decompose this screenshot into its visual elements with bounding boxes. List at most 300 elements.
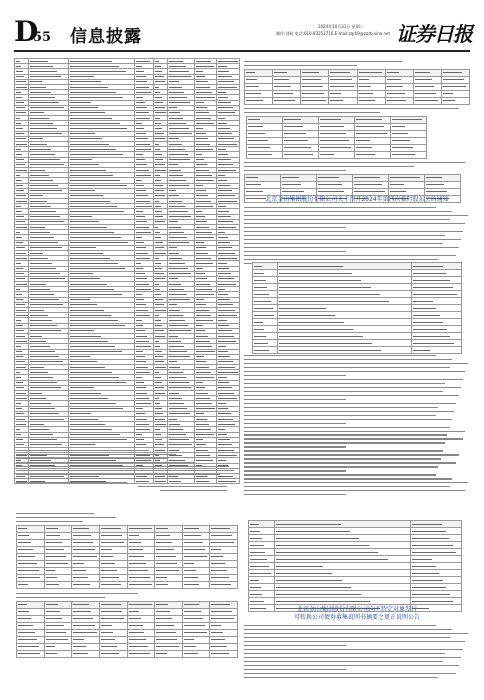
table-cell — [278, 305, 412, 312]
table-cell — [17, 581, 45, 588]
illegible-text — [330, 86, 354, 87]
illegible-text — [129, 653, 151, 654]
table-cell — [278, 270, 412, 277]
illegible-text — [30, 268, 56, 269]
illegible-text — [155, 170, 167, 171]
illegible-text — [169, 87, 182, 88]
illegible-text — [196, 76, 206, 77]
illegible-text — [169, 71, 189, 72]
right-top-table — [244, 69, 470, 105]
illegible-text-line — [244, 470, 346, 471]
table-row — [17, 567, 238, 574]
illegible-text — [276, 573, 333, 574]
illegible-text — [70, 361, 97, 362]
table-cell — [44, 636, 72, 643]
illegible-text — [254, 322, 263, 323]
illegible-text — [196, 138, 208, 139]
table-cell — [127, 546, 155, 553]
illegible-text — [155, 330, 164, 331]
illegible-text — [30, 232, 50, 233]
illegible-text — [30, 154, 55, 155]
illegible-text — [30, 424, 44, 425]
table-cell — [127, 629, 155, 636]
illegible-text-line — [244, 259, 438, 260]
table-cell — [44, 553, 72, 560]
illegible-text — [302, 79, 320, 80]
illegible-text — [70, 356, 90, 357]
illegible-text-line — [244, 637, 450, 638]
illegible-text — [73, 556, 97, 557]
illegible-text — [129, 618, 141, 619]
table-cell — [155, 636, 183, 643]
illegible-text — [156, 611, 170, 612]
illegible-text — [320, 140, 349, 141]
illegible-text — [196, 144, 211, 145]
table-cell — [274, 584, 410, 591]
table-cell — [182, 643, 210, 650]
illegible-text — [30, 346, 50, 347]
table-cell — [316, 174, 352, 181]
table-cell — [301, 97, 329, 104]
illegible-text — [196, 294, 215, 295]
illegible-text — [136, 211, 143, 212]
table-cell — [352, 181, 388, 188]
illegible-text — [70, 330, 93, 331]
illegible-text — [30, 216, 60, 217]
illegible-text — [46, 563, 68, 564]
table-row — [249, 549, 462, 556]
table-cell — [182, 608, 210, 615]
table-cell — [210, 615, 238, 622]
illegible-text — [196, 424, 209, 425]
illegible-text — [184, 556, 207, 557]
illegible-text — [279, 287, 371, 288]
illegible-text — [196, 439, 204, 440]
illegible-text — [218, 154, 228, 155]
illegible-text — [136, 434, 142, 435]
illegible-text — [196, 377, 214, 378]
illegible-text — [196, 387, 206, 388]
illegible-text — [412, 587, 447, 588]
illegible-text — [46, 535, 61, 536]
illegible-text — [184, 632, 207, 633]
illegible-text — [169, 387, 192, 388]
illegible-text — [155, 185, 163, 186]
illegible-text — [218, 164, 233, 165]
illegible-text — [136, 361, 146, 362]
illegible-text — [16, 273, 24, 274]
illegible-text — [70, 87, 108, 88]
illegible-text — [16, 424, 26, 425]
table-row — [17, 643, 238, 650]
illegible-text — [70, 382, 126, 383]
illegible-text — [211, 549, 221, 550]
illegible-text — [196, 206, 213, 207]
table-cell — [99, 560, 127, 567]
table-cell — [44, 601, 72, 608]
illegible-text — [196, 429, 212, 430]
illegible-text — [412, 594, 450, 595]
illegible-text — [16, 221, 25, 222]
table-cell — [247, 116, 283, 123]
illegible-text — [211, 632, 223, 633]
illegible-text — [196, 112, 209, 113]
illegible-text — [155, 221, 165, 222]
illegible-text — [16, 76, 24, 77]
illegible-text — [246, 72, 255, 73]
illegible-text — [70, 372, 112, 373]
illegible-text — [155, 71, 163, 72]
table-cell — [245, 188, 281, 195]
illegible-text-line — [244, 657, 461, 658]
illegible-text — [218, 273, 231, 274]
illegible-text — [70, 247, 96, 248]
illegible-text — [302, 72, 319, 73]
illegible-text — [196, 149, 213, 150]
illegible-text — [16, 232, 20, 233]
table-cell — [249, 535, 275, 542]
illegible-text — [155, 336, 166, 337]
illegible-text — [155, 164, 165, 165]
illegible-text — [136, 304, 146, 305]
illegible-text — [136, 138, 147, 139]
illegible-text — [392, 140, 411, 141]
illegible-text — [169, 429, 184, 430]
illegible-text — [184, 549, 205, 550]
left-notes — [16, 447, 238, 494]
illegible-text — [136, 185, 144, 186]
illegible-text — [101, 639, 115, 640]
illegible-text — [354, 191, 385, 192]
table-row — [249, 577, 462, 584]
table-cell — [278, 298, 412, 305]
table-cell — [354, 144, 390, 151]
illegible-text — [70, 336, 101, 337]
table-cell — [72, 629, 100, 636]
illegible-text-line — [244, 442, 445, 443]
illegible-text — [276, 545, 369, 546]
illegible-text — [18, 528, 27, 529]
illegible-text — [184, 584, 200, 585]
table-cell — [99, 601, 127, 608]
table-cell — [182, 525, 210, 532]
illegible-text — [155, 320, 161, 321]
illegible-text — [218, 107, 233, 108]
illegible-text — [16, 206, 21, 207]
table-row — [253, 340, 462, 347]
illegible-text — [129, 528, 152, 529]
illegible-text — [390, 177, 420, 178]
illegible-text — [30, 195, 43, 196]
illegible-text — [155, 408, 162, 409]
table-cell — [210, 567, 238, 574]
illegible-text — [155, 66, 161, 67]
illegible-text-line — [244, 641, 465, 642]
illegible-text — [413, 343, 454, 344]
illegible-text — [136, 170, 148, 171]
table-cell — [72, 553, 100, 560]
illegible-text — [46, 584, 59, 585]
illegible-text — [196, 190, 206, 191]
illegible-text — [169, 356, 190, 357]
table-cell — [357, 69, 385, 76]
illegible-text — [254, 301, 271, 302]
illegible-text — [30, 123, 53, 124]
illegible-text — [218, 195, 234, 196]
illegible-text — [16, 351, 22, 352]
illegible-text — [169, 175, 184, 176]
illegible-text — [70, 154, 123, 155]
illegible-text — [16, 367, 26, 368]
illegible-text — [16, 336, 25, 337]
table-row — [249, 591, 462, 598]
illegible-text — [155, 377, 161, 378]
illegible-text — [30, 190, 62, 191]
illegible-text — [30, 206, 51, 207]
illegible-text — [169, 170, 181, 171]
illegible-text — [136, 330, 145, 331]
table-cell — [413, 76, 441, 83]
illegible-text — [279, 343, 372, 344]
table-cell — [282, 137, 318, 144]
table-cell — [99, 615, 127, 622]
table-cell — [411, 263, 461, 270]
illegible-text — [276, 524, 341, 525]
table-cell — [249, 591, 275, 598]
illegible-text — [196, 227, 210, 228]
table-row — [249, 598, 462, 605]
illegible-text — [73, 646, 86, 647]
illegible-text — [136, 413, 144, 414]
illegible-text — [136, 195, 148, 196]
table-row — [249, 563, 462, 570]
illegible-text-line — [244, 633, 468, 634]
illegible-text — [218, 419, 233, 420]
table-row — [249, 535, 462, 542]
table-cell — [278, 319, 412, 326]
table-row — [247, 130, 427, 137]
illegible-text — [218, 144, 236, 145]
illegible-text — [169, 81, 179, 82]
illegible-text — [46, 542, 63, 543]
illegible-text — [155, 356, 163, 357]
table-cell — [17, 574, 45, 581]
illegible-text — [16, 190, 24, 191]
illegible-text — [169, 310, 180, 311]
illegible-text — [155, 175, 160, 176]
illegible-text — [136, 201, 150, 202]
illegible-text — [16, 341, 27, 342]
table-row — [245, 181, 461, 188]
table-cell — [390, 123, 426, 130]
illegible-text — [16, 185, 23, 186]
table-cell — [210, 581, 238, 588]
illegible-text — [155, 419, 165, 420]
illegible-text — [250, 538, 262, 539]
table-cell — [44, 574, 72, 581]
illegible-text — [30, 253, 43, 254]
illegible-text — [196, 304, 207, 305]
illegible-text — [18, 535, 29, 536]
illegible-text — [387, 93, 405, 94]
table-cell — [249, 549, 275, 556]
illegible-text — [136, 289, 151, 290]
illegible-text — [30, 273, 60, 274]
illegible-text-line — [244, 227, 346, 228]
illegible-text — [196, 81, 208, 82]
table-cell — [99, 622, 127, 629]
table-cell — [99, 636, 127, 643]
illegible-text — [320, 147, 351, 148]
illegible-text — [196, 107, 207, 108]
illegible-text — [73, 542, 93, 543]
illegible-text — [392, 133, 408, 134]
illegible-text — [250, 524, 259, 525]
illegible-text — [18, 542, 31, 543]
illegible-text — [218, 424, 235, 425]
illegible-text — [412, 573, 440, 574]
table-cell — [17, 615, 45, 622]
illegible-text-line — [244, 391, 443, 392]
illegible-text — [184, 535, 201, 536]
illegible-text — [169, 304, 177, 305]
illegible-text — [218, 361, 233, 362]
illegible-text — [16, 439, 23, 440]
illegible-text — [155, 372, 160, 373]
illegible-text — [169, 361, 178, 362]
table-cell — [44, 650, 72, 657]
illegible-text — [70, 444, 95, 445]
illegible-text — [16, 242, 23, 243]
illegible-text — [16, 434, 21, 435]
illegible-text — [101, 549, 112, 550]
table-cell — [253, 312, 278, 319]
illegible-text — [129, 646, 149, 647]
table-cell — [210, 622, 238, 629]
illegible-text — [169, 263, 186, 264]
table-cell — [301, 83, 329, 90]
illegible-text — [136, 253, 148, 254]
table-cell — [99, 553, 127, 560]
illegible-text — [218, 123, 227, 124]
illegible-text — [136, 128, 144, 129]
illegible-text — [196, 310, 209, 311]
illegible-text — [246, 191, 263, 192]
illegible-text — [73, 535, 91, 536]
illegible-text — [30, 138, 43, 139]
illegible-text — [101, 577, 119, 578]
table-cell — [17, 560, 45, 567]
illegible-text — [413, 301, 433, 302]
illegible-text — [254, 350, 269, 351]
illegible-text — [70, 237, 121, 238]
illegible-text — [136, 107, 146, 108]
table-cell — [72, 643, 100, 650]
illegible-text — [354, 177, 380, 178]
illegible-text — [218, 118, 225, 119]
illegible-text — [218, 304, 232, 305]
table-cell — [182, 532, 210, 539]
illegible-text — [320, 133, 346, 134]
illegible-text-line — [244, 355, 436, 356]
illegible-text — [218, 263, 226, 264]
illegible-text — [218, 175, 225, 176]
illegible-text — [46, 556, 66, 557]
table-cell — [441, 76, 469, 83]
illegible-text — [211, 625, 221, 626]
table-cell — [72, 546, 100, 553]
illegible-text — [413, 322, 443, 323]
illegible-text — [218, 138, 234, 139]
table-cell — [99, 546, 127, 553]
table-cell — [155, 622, 183, 629]
illegible-text — [70, 232, 114, 233]
table-cell — [155, 567, 183, 574]
illegible-text — [196, 336, 208, 337]
illegible-text — [356, 119, 382, 120]
table-cell — [278, 284, 412, 291]
illegible-text — [155, 201, 160, 202]
illegible-text — [169, 382, 189, 383]
table-cell — [210, 601, 238, 608]
illegible-text — [169, 444, 192, 445]
illegible-text — [30, 112, 44, 113]
illegible-text — [70, 180, 120, 181]
table-cell — [44, 615, 72, 622]
table-cell — [253, 270, 278, 277]
illegible-text — [356, 140, 370, 141]
illegible-text — [218, 372, 237, 373]
illegible-text — [184, 563, 194, 564]
illegible-text — [30, 92, 51, 93]
table-cell — [318, 130, 354, 137]
illegible-text — [284, 140, 308, 141]
illegible-text-line — [244, 665, 459, 666]
illegible-text — [70, 164, 99, 165]
table-row — [17, 546, 238, 553]
illegible-text — [30, 159, 60, 160]
illegible-text — [136, 61, 150, 62]
illegible-text — [169, 123, 186, 124]
illegible-text — [218, 242, 230, 243]
illegible-text — [101, 528, 121, 529]
illegible-text — [155, 123, 162, 124]
illegible-text — [156, 625, 174, 626]
illegible-text — [276, 559, 388, 560]
illegible-text — [155, 180, 162, 181]
illegible-text — [276, 531, 350, 532]
illegible-text — [218, 377, 227, 378]
illegible-text — [196, 330, 206, 331]
illegible-text — [387, 100, 407, 101]
illegible-text — [30, 76, 61, 77]
illegible-text — [320, 154, 334, 155]
illegible-text — [70, 92, 116, 93]
illegible-text — [169, 434, 186, 435]
illegible-text — [218, 346, 225, 347]
illegible-text — [16, 118, 20, 119]
illegible-text — [184, 639, 194, 640]
table-cell — [127, 650, 155, 657]
table-cell — [411, 298, 461, 305]
illegible-text — [196, 159, 205, 160]
illegible-text — [169, 247, 177, 248]
illegible-text — [359, 100, 375, 101]
table-cell — [329, 90, 357, 97]
table-cell — [253, 277, 278, 284]
illegible-text — [16, 413, 24, 414]
illegible-text — [16, 107, 25, 108]
